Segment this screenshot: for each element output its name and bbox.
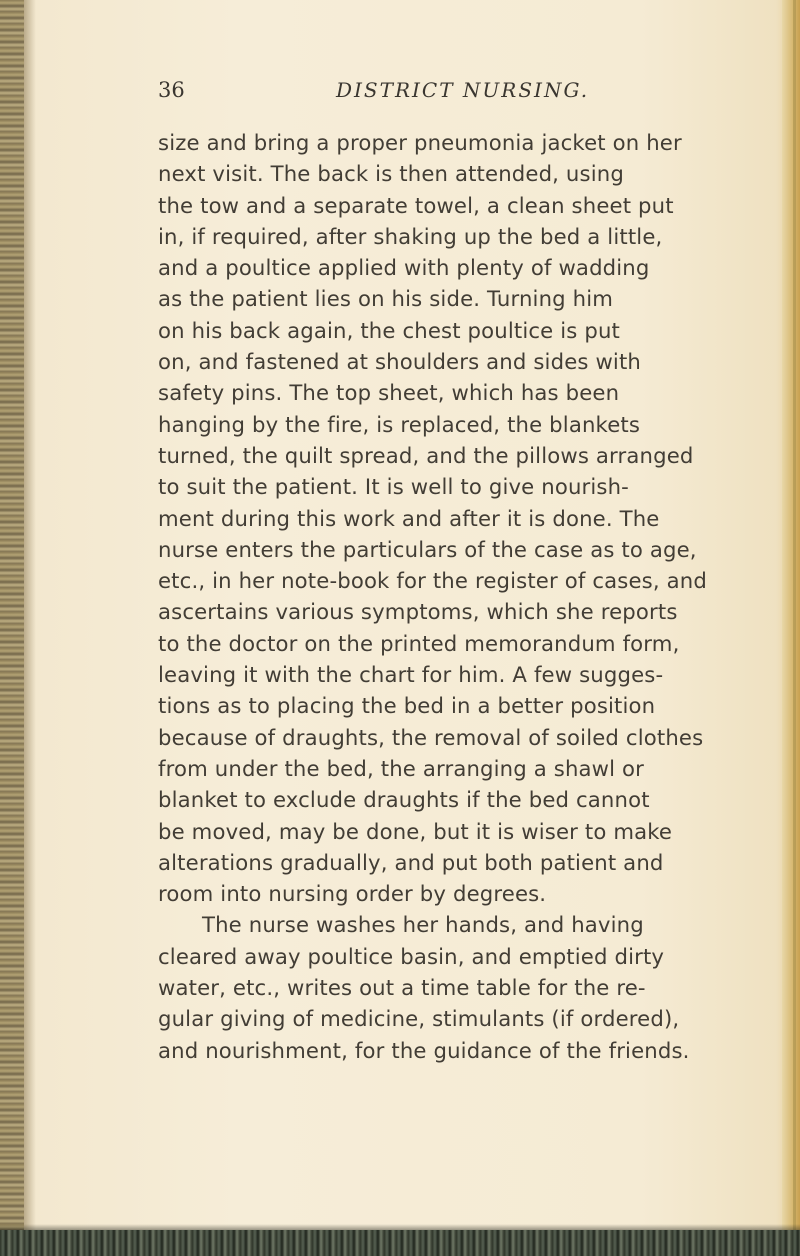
body-text [158, 127, 754, 1066]
text-line-paragraph-start: The nurse washes her hands, and having [202, 912, 644, 938]
page-header [158, 78, 758, 112]
text-line: hanging by the fire, is replaced, the blankets [158, 411, 641, 437]
text-line: gular giving of medicine, stimulants (if ordered), [158, 1006, 680, 1032]
text-line: ascertains various symptoms, which she reports [158, 599, 678, 625]
text-line: because of draughts, the removal of soiled clothes [158, 724, 704, 750]
book-binding [0, 0, 24, 1256]
text-line: and nourishment, for the guidance of the friends. [158, 1037, 690, 1063]
bottom-binding-band [0, 1230, 800, 1256]
text-line: next visit. The back is then attended, using [158, 161, 624, 187]
running-head: DISTRICT NURSING. [336, 78, 590, 102]
binding-shadow [24, 0, 36, 1256]
text-line: cleared away poultice basin, and emptied dirty [158, 943, 665, 969]
text-line: room into nursing order by degrees. [158, 881, 547, 907]
text-line: to suit the patient. It is well to give nourish- [158, 474, 629, 500]
page-edge [782, 0, 800, 1256]
text-line: nurse enters the particulars of the case as to age, [158, 536, 697, 562]
page-edge-line [793, 0, 796, 1256]
text-line: on, and fastened at shoulders and sides with [158, 349, 641, 375]
text-line: turned, the quilt spread, and the pillows arranged [158, 442, 694, 468]
text-line: water, etc., writes out a time table for the re- [158, 975, 646, 1001]
page-number: 36 [158, 78, 185, 102]
text-line: from under the bed, the arranging a shawl or [158, 755, 645, 781]
text-line: on his back again, the chest poultice is put [158, 317, 620, 343]
text-line: to the doctor on the printed memorandum form, [158, 630, 680, 656]
text-line: as the patient lies on his side. Turning him [158, 286, 614, 312]
text-line: in, if required, after shaking up the bed a little, [158, 223, 663, 249]
text-line: leaving it with the chart for him. A few sugges- [158, 662, 664, 688]
text-line: blanket to exclude draughts if the bed cannot [158, 787, 650, 813]
text-line: safety pins. The top sheet, which has been [158, 380, 620, 406]
text-line: etc., in her note-book for the register of cases, and [158, 568, 707, 594]
text-line: size and bring a proper pneumonia jacket on her [158, 130, 682, 155]
text-line: tions as to placing the bed in a better position [158, 693, 656, 719]
text-line: alterations gradually, and put both patient and [158, 849, 664, 875]
text-line: ment during this work and after it is done. The [158, 505, 660, 531]
text-line: and a poultice applied with plenty of wadding [158, 255, 650, 281]
text-line: the tow and a separate towel, a clean sheet put [158, 192, 674, 218]
text-line: be moved, may be done, but it is wiser to make [158, 818, 673, 844]
